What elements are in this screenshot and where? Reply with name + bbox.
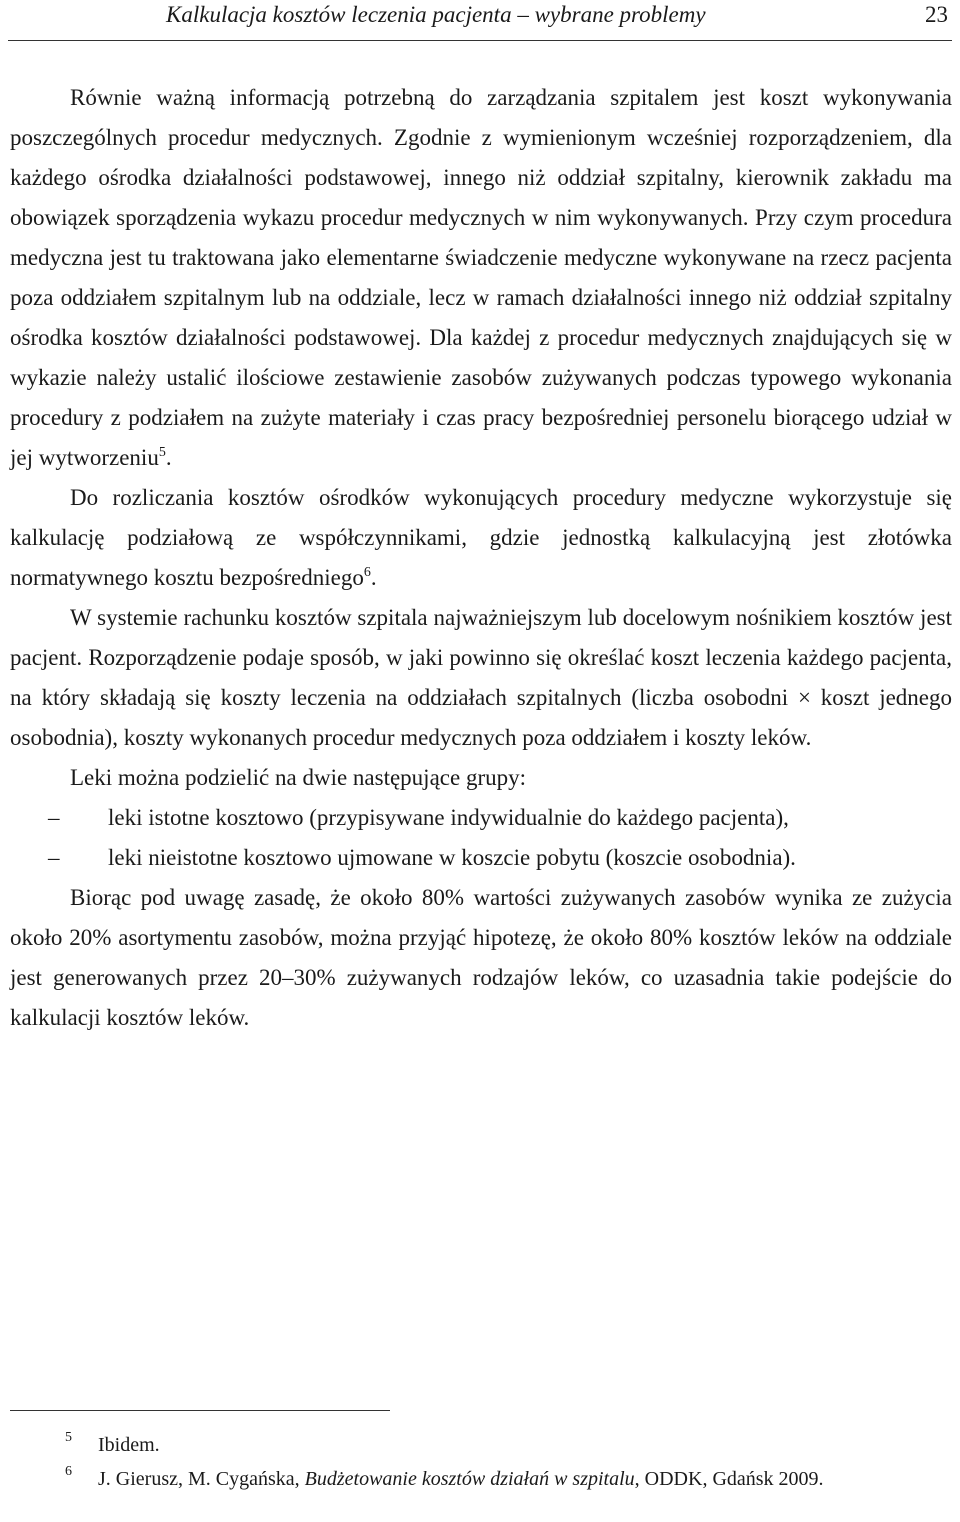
footnote: $^5$ Ibidem. xyxy=(65,1430,160,1456)
footnote-ref[interactable]: 5 xyxy=(158,445,166,460)
list-item: – leki istotne kosztowo (przypisywane indywidualnie do każdego pacjenta), xyxy=(10,798,952,838)
paragraph: Biorąc pod uwagę zasadę, że około 80% wartości zużywanych zasobów wynika ze zużycia około 20% asortymentu zasobów, można przyjąć hipotezę, że około 80% kosztów leków na oddziale jest generowanych przez 20–30% zużywanych rodzajów leków, co uzasadnia takie podejście do kalkulacji kosztów leków. xyxy=(10,885,952,1030)
body-text xyxy=(10,78,952,1038)
paragraph: Leki można podzielić na dwie następujące grupy: xyxy=(70,765,526,790)
running-header xyxy=(8,0,952,41)
footnote-ref[interactable]: 6 xyxy=(363,565,371,580)
footnote-number: 6 xyxy=(65,1464,72,1479)
list-item: – leki nieistotne kosztowo ujmowane w koszcie pobytu (koszcie osobodnia). xyxy=(10,838,952,878)
footnote-separator xyxy=(10,1410,390,1411)
running-title: Kalkulacja kosztów leczenia pacjenta – wybrane problemy xyxy=(166,2,706,27)
footnote-number: 5 xyxy=(65,1430,72,1445)
book-title: Budżetowanie kosztów działań w szpitalu xyxy=(304,1468,635,1490)
dash-bullet: – xyxy=(48,845,60,870)
paragraph: W systemie rachunku kosztów szpitala najważniejszym lub docelowym nośnikiem kosztów jest pacjent. Rozporządzenie podaje sposób, w jaki powinno się określać koszt leczenia każdego pacjenta, na który składają się koszty leczenia na oddziałach szpitalnych (liczba osobodni × koszt jednego osobodnia), koszty wykonanych procedur medycznych poza oddziałem i koszty leków. xyxy=(10,605,952,750)
paragraph: Do rozliczania kosztów ośrodków wykonujących procedury medyczne wykorzystuje się kalkulację podziałową ze współczynnikami, gdzie jednostką kalkulacyjną jest złotówka normatywnego kosztu bezpośredniego$^6$. xyxy=(10,485,952,590)
dash-bullet: – xyxy=(48,805,60,830)
page-number: 23 xyxy=(925,2,948,27)
footnote: $^6$ J. Gierusz, M. Cygańska, Budżetowanie kosztów działań w szpitalu, ODDK, Gdańsk 2009. xyxy=(65,1464,824,1490)
footnotes xyxy=(10,1428,952,1496)
drug-groups-list xyxy=(10,798,952,878)
paragraph: Równie ważną informacją potrzebną do zarządzania szpitalem jest koszt wykonywania poszczególnych procedur medycznych. Zgodnie z wymienionym wcześniej rozporządzeniem, dla każdego ośrodka działalności podstawowej, innego niż oddział szpitalny, kierownik zakładu ma obowiązek sporządzenia wykazu procedur medycznych w nim wykonywanych. Przy czym procedura medyczna jest tu traktowana jako elementarne świadczenie medyczne wykonywane na rzecz pacjenta poza oddziałem szpitalnym lub na oddziale, lecz w ramach działalności innego niż oddział szpitalny ośrodka kosztów działalności podstawowej. Dla każdej z procedur medycznych znajdujących się w wykazie należy ustalić ilościowe zestawienie zasobów zużywanych podczas typowego wykonania procedury z podziałem na zużyte materiały i czas pracy bezpośredniej personelu biorącego udział w jej wytworzeniu$^5$. xyxy=(10,85,952,470)
